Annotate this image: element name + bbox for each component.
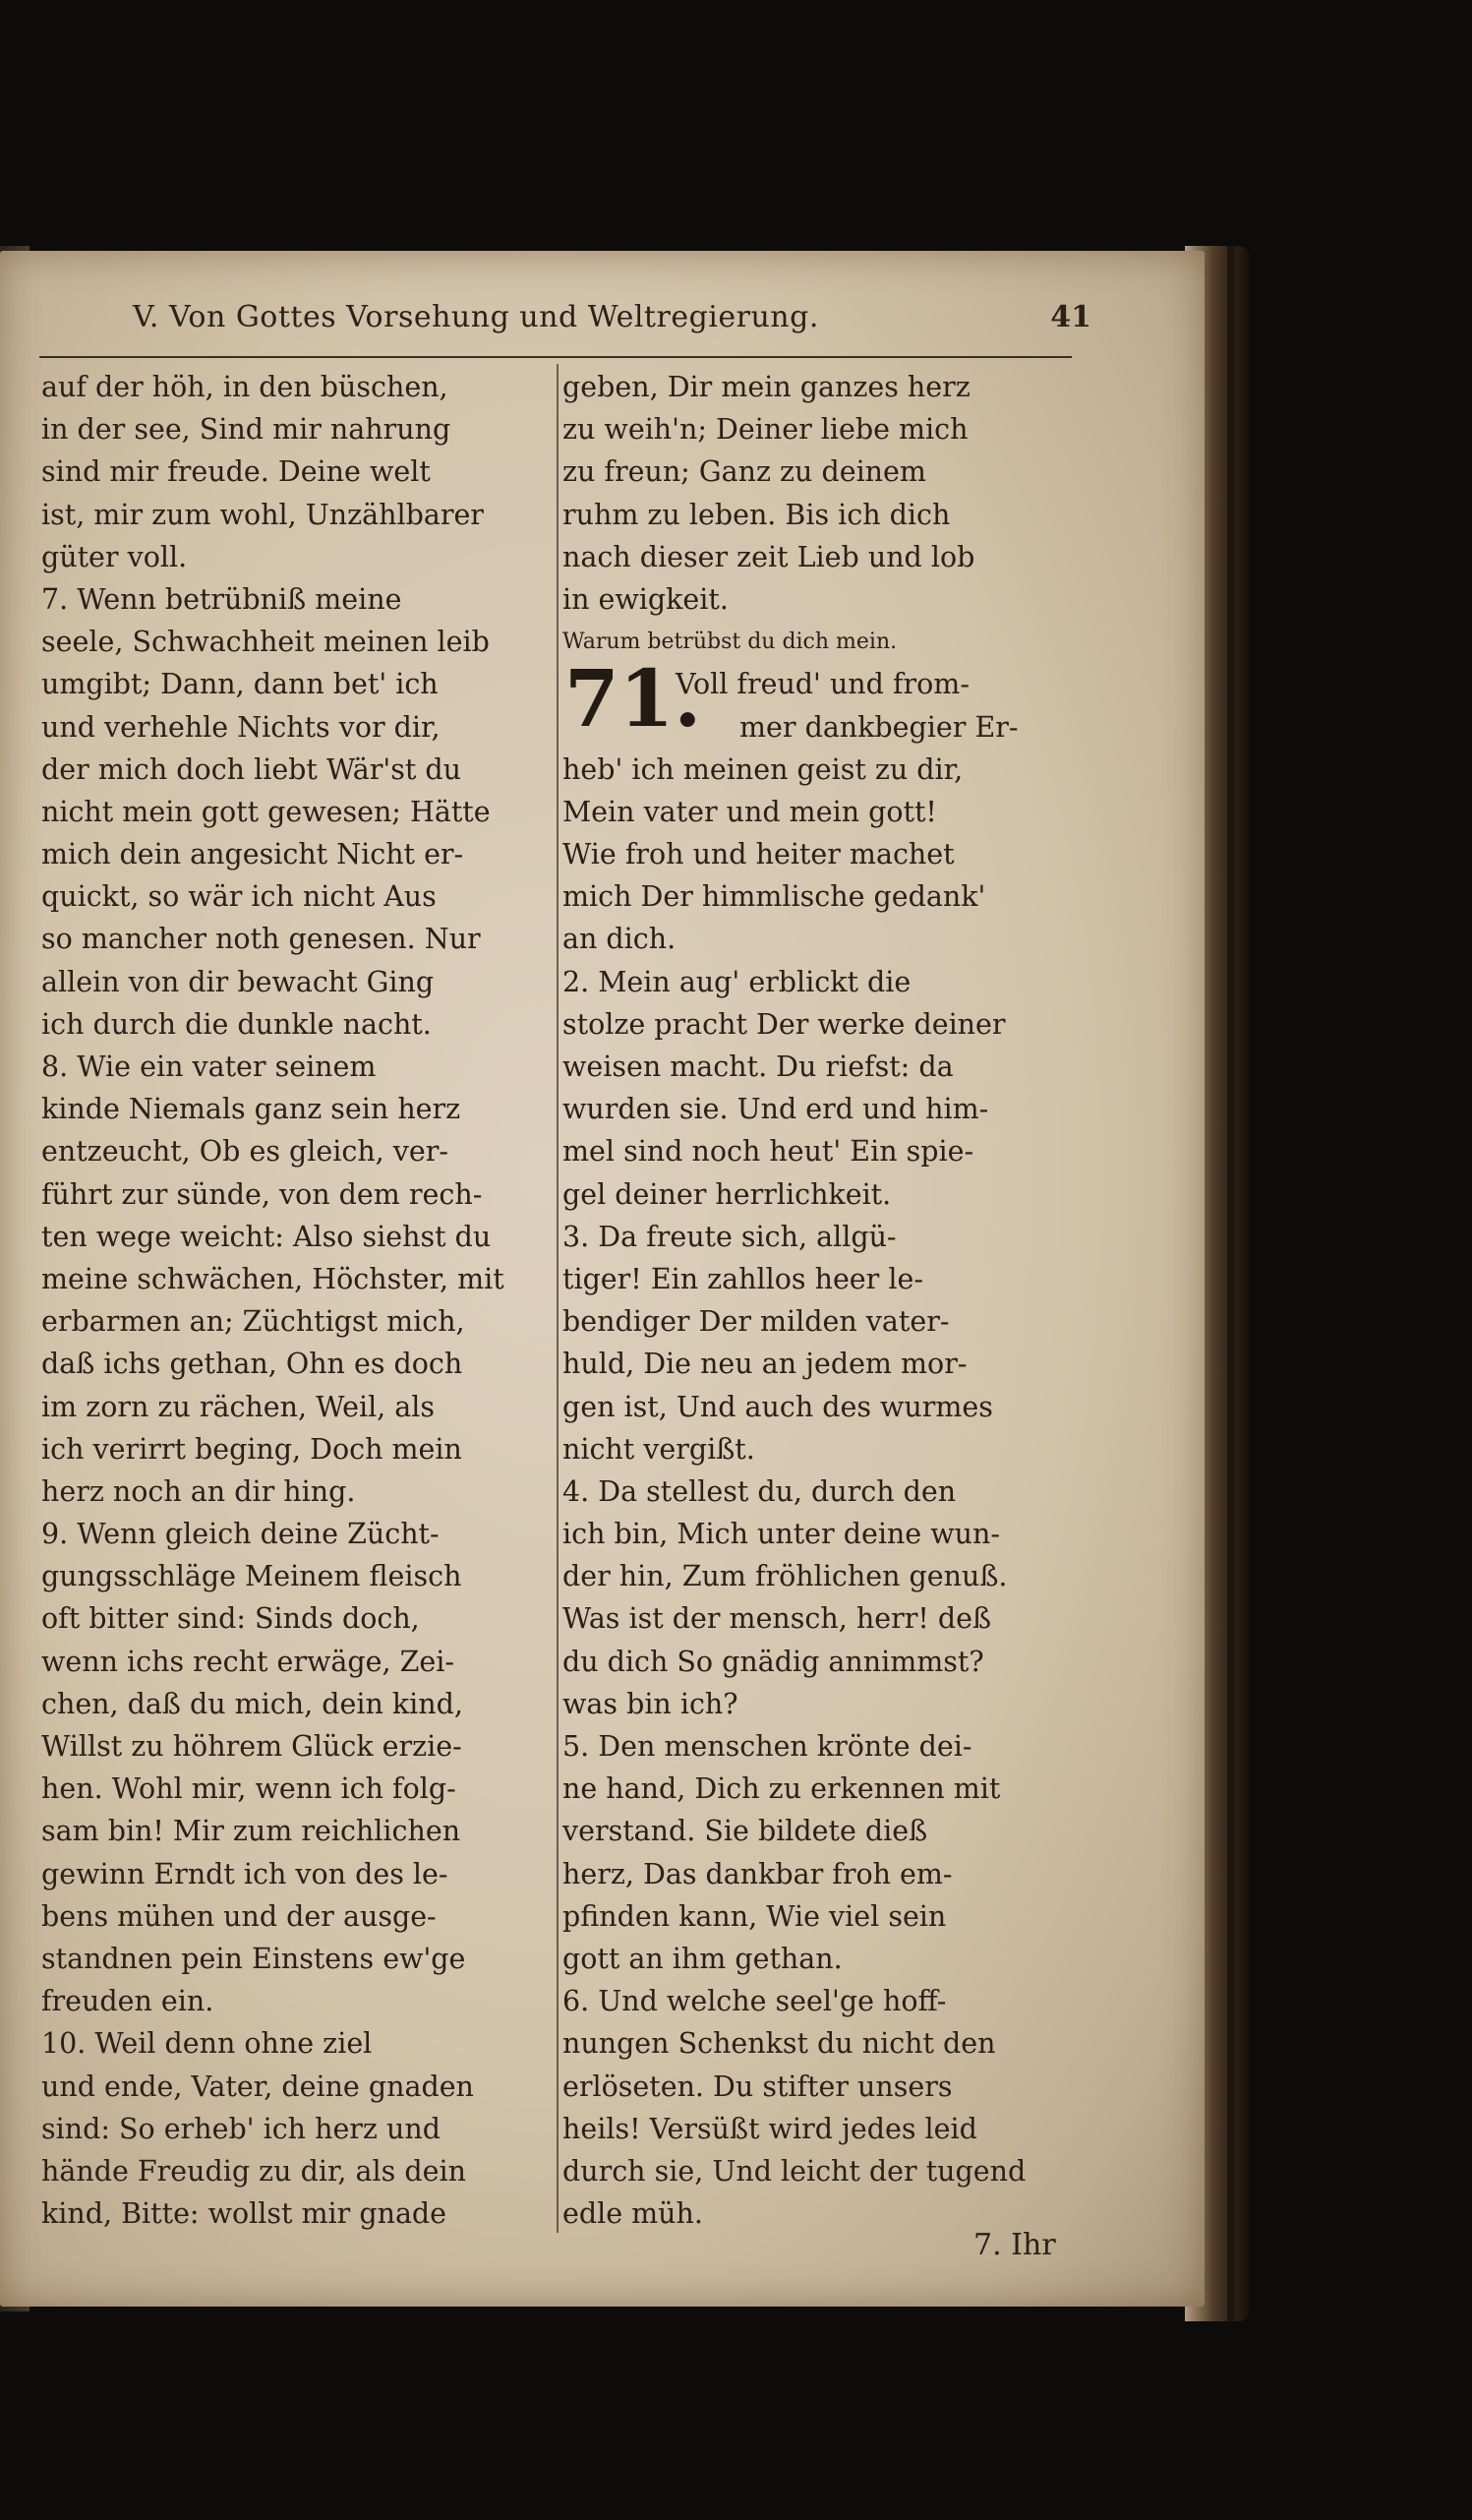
text-line: Was ist der mensch, herr! deß [562, 1602, 991, 1636]
text-line: erlöseten. Du stifter unsers [562, 2070, 953, 2103]
text-line: hände Freudig zu dir, als dein [41, 2154, 466, 2188]
text-line: 2. Mein aug' erblickt die [562, 965, 912, 998]
text-line: mel sind noch heut' Ein spie- [562, 1135, 974, 1169]
text-line: und ende, Vater, deine gnaden [41, 2070, 474, 2103]
text-line: du dich So gnädig annimmst? [562, 1645, 984, 1678]
text-line: in der see, Sind mir nahrung [41, 413, 451, 447]
text-line: gel deiner herrlichkeit. [562, 1177, 892, 1211]
text-line: quickt, so wär ich nicht Aus [41, 880, 437, 914]
header-rule [39, 356, 1072, 358]
text-line: 5. Den menschen krönte dei- [562, 1730, 972, 1763]
right-column-body [562, 749, 1084, 2236]
page-number: 41 [1050, 300, 1091, 334]
text-line: ne hand, Dich zu erkennen mit [562, 1772, 1001, 1806]
text-line: führt zur sünde, von dem rech- [41, 1177, 483, 1211]
text-line: kinde Niemals ganz sein herz [41, 1093, 461, 1126]
text-line: nicht mein gott gewesen; Hätte [41, 795, 491, 828]
text-line: ten wege weicht: Also siehst du [41, 1220, 492, 1253]
text-line: der mich doch liebt Wär'st du [41, 752, 461, 786]
text-line: ich bin, Mich unter deine wun- [562, 1518, 1000, 1551]
text-line: 6. Und welche seel'ge hoff- [562, 1985, 947, 2018]
text-line: oft bitter sind: Sinds doch, [41, 1602, 420, 1636]
text-line: ruhm zu leben. Bis ich dich [562, 498, 951, 531]
text-line: gewinn Erndt ich von des le- [41, 1857, 448, 1890]
text-line: erbarmen an; Züchtigst mich, [41, 1305, 465, 1339]
text-line: bendiger Der milden vater- [562, 1305, 950, 1339]
hymn-melody-line: Warum betrübst du dich mein. [562, 630, 898, 655]
text-line: heils! Versüßt wird jedes leid [562, 2112, 977, 2145]
text-line: ist, mir zum wohl, Unzählbarer [41, 498, 484, 531]
right-column [562, 366, 1084, 2235]
text-line: heb' ich meinen geist zu dir, [562, 752, 964, 786]
text-line: standnen pein Einstens ew'ge [41, 1942, 466, 1975]
text-line: in ewigkeit. [562, 582, 729, 616]
text-line: durch sie, Und leicht der tugend [562, 2154, 1027, 2188]
right-column-continuation [562, 366, 1084, 621]
text-line: kind, Bitte: wollst mir gnade [41, 2197, 447, 2231]
running-title: V. Von Gottes Vorsehung und Weltregierung. [133, 300, 819, 334]
text-line: ich durch die dunkle nacht. [41, 1007, 432, 1041]
left-column [41, 366, 553, 2235]
text-line: wurden sie. Und erd und him- [562, 1093, 989, 1126]
text-line: 8. Wie ein vater seinem [41, 1050, 377, 1083]
text-line: gen ist, Und auch des wurmes [562, 1390, 993, 1423]
hymn-first-line: Voll freud' und from- [676, 668, 970, 701]
text-line: Wie froh und heiter machet [562, 838, 955, 871]
text-line: an dich. [562, 923, 677, 956]
text-line: und verhehle Nichts vor dir, [41, 710, 441, 744]
text-line: zu freun; Ganz zu deinem [562, 455, 926, 489]
text-line: geben, Dir mein ganzes herz [562, 371, 971, 403]
text-line: weisen macht. Du riefst: da [562, 1050, 954, 1083]
text-line: nungen Schenkst du nicht den [562, 2027, 996, 2061]
text-line: Willst zu höhrem Glück erzie- [41, 1730, 462, 1763]
text-line: huld, Die neu an jedem mor- [562, 1348, 968, 1381]
text-line: mich Der himmlische gedank' [562, 880, 986, 914]
text-line: seele, Schwachheit meinen leib [41, 626, 490, 659]
text-line: verstand. Sie bildete dieß [562, 1815, 928, 1848]
text-line: meine schwächen, Höchster, mit [41, 1262, 504, 1295]
text-line: wenn ichs recht erwäge, Zei- [41, 1645, 454, 1678]
hymn-number: 71. [564, 652, 702, 745]
text-line: 10. Weil denn ohne ziel [41, 2027, 373, 2061]
hymn-second-line: mer dankbegier Er- [739, 710, 1019, 744]
text-line: umgibt; Dann, dann bet' ich [41, 668, 439, 701]
text-line: ich verirrt beging, Doch mein [41, 1432, 462, 1466]
text-line: stolze pracht Der werke deiner [562, 1007, 1006, 1041]
text-line: 7. Wenn betrübniß meine [41, 582, 402, 616]
text-line: tiger! Ein zahllos heer le- [562, 1262, 923, 1295]
book-spine-edge [1227, 246, 1235, 2321]
text-line: gott an ihm gethan. [562, 1942, 843, 1975]
text-line: gungsschläge Meinem fleisch [41, 1560, 462, 1593]
text-line: der hin, Zum fröhlichen genuß. [562, 1560, 1008, 1593]
running-header [133, 300, 1091, 349]
text-line: im zorn zu rächen, Weil, als [41, 1390, 436, 1423]
text-line: allein von dir bewacht Ging [41, 965, 435, 998]
text-line: sam bin! Mir zum reichlichen [41, 1815, 461, 1848]
text-line: nach dieser zeit Lieb und lob [562, 540, 975, 573]
text-line: hen. Wohl mir, wenn ich folg- [41, 1772, 456, 1806]
text-line: Mein vater und mein gott! [562, 795, 937, 828]
text-line: bens mühen und der ausge- [41, 1899, 437, 1933]
text-line: herz, Das dankbar froh em- [562, 1857, 953, 1890]
text-line: daß ichs gethan, Ohn es doch [41, 1348, 463, 1381]
text-line: entzeucht, Ob es gleich, ver- [41, 1135, 449, 1169]
text-line: so mancher noth genesen. Nur [41, 923, 481, 956]
text-line: 3. Da freute sich, allgü- [562, 1220, 897, 1253]
text-line: sind mir freude. Deine welt [41, 455, 431, 489]
text-line: 4. Da stellest du, durch den [562, 1474, 957, 1508]
text-line: mich dein angesicht Nicht er- [41, 838, 464, 871]
text-line: sind: So erheb' ich herz und [41, 2112, 441, 2145]
text-line: 9. Wenn gleich deine Zücht- [41, 1518, 440, 1551]
text-line: auf der höh, in den büschen, [41, 371, 448, 403]
text-line: chen, daß du mich, dein kind, [41, 1687, 463, 1720]
column-divider [557, 364, 559, 2233]
text-line: zu weih'n; Deiner liebe mich [562, 413, 969, 447]
text-line: güter voll. [41, 540, 188, 573]
text-line: was bin ich? [562, 1687, 738, 1720]
text-line: freuden ein. [41, 1985, 214, 2018]
text-line: pfinden kann, Wie viel sein [562, 1899, 947, 1933]
catchword: 7. Ihr [973, 2228, 1056, 2262]
text-line: herz noch an dir hing. [41, 1474, 356, 1508]
text-line: nicht vergißt. [562, 1432, 755, 1466]
text-line: edle müh. [562, 2197, 703, 2231]
